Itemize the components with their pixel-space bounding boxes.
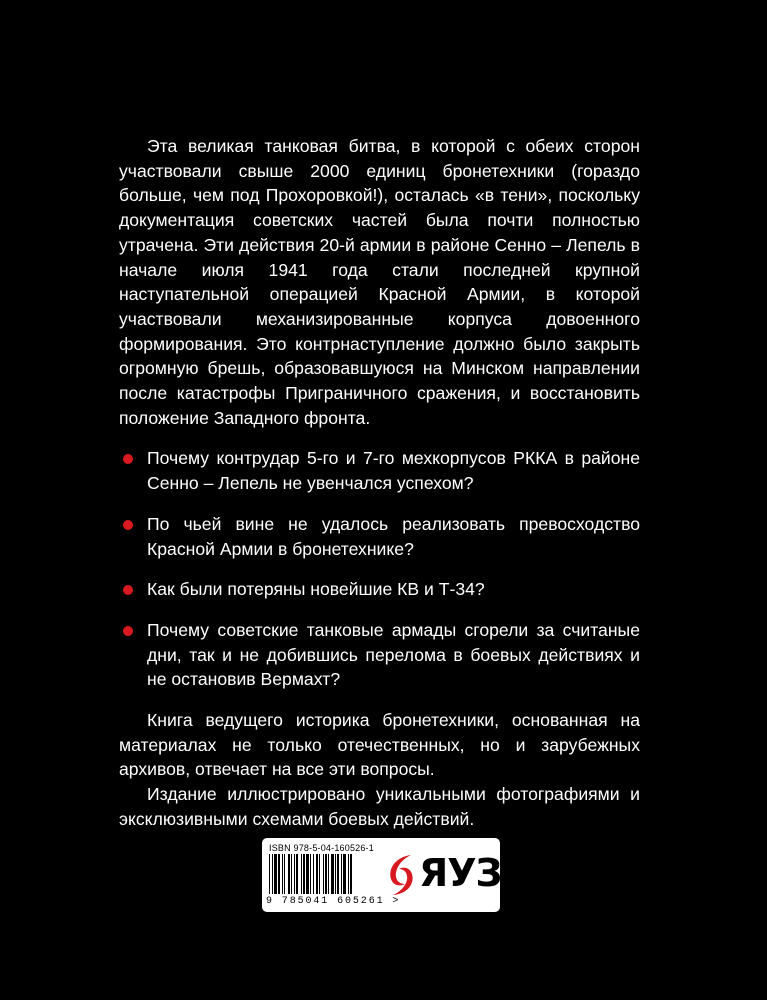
closing-paragraph-1: Книга ведущего историка бронетехники, основанная на материалах не только отечественных, но и зарубежных архивов, отвечает на все эти вопросы. [119,710,640,780]
question-item [119,618,640,692]
barcode-bar [301,854,302,894]
barcode-bar [341,854,342,894]
barcode-digits: 9 785041 605261 > [266,896,401,907]
bullet-dot-icon [123,454,133,464]
question-text: Почему советские танковые армады сгорели за считаные дни, так и не добившись перелома в боевых действиях и не остановив Вермахт? [147,619,640,690]
publisher-logo-mark-icon [385,851,417,899]
barcode-bar [323,854,324,894]
barcode-bar [335,854,336,894]
question-text: По чьей вине не удалось реализовать превосходство Красной Армии в бронетехнике? [147,513,640,559]
back-cover-text [119,134,640,832]
barcode-bar [303,854,305,894]
barcode-bar [310,854,311,894]
barcode-bar [282,854,283,894]
closing-paragraph-2: Издание иллюстрировано уникальными фотографиями и эксклюзивными схемами боевых действий. [119,784,640,829]
barcode-panel [262,838,530,912]
barcode-bar [291,854,292,894]
barcode-bar [269,854,270,894]
bullet-dot-icon [123,585,133,595]
barcode-bar [294,854,295,894]
question-text: Почему контрудар 5-го и 7-го мехкорпусов РККА в районе Сенно – Лепель не увенчался успехом? [147,448,640,494]
barcode-bar [313,854,314,894]
question-list [119,446,640,692]
barcode-bar [337,854,339,894]
barcode-bar [288,854,290,894]
question-item [119,512,640,561]
bullet-dot-icon [123,626,133,636]
barcode-bar [306,854,309,894]
publisher-logo: ЯУЗА [419,851,530,895]
question-item [119,577,640,602]
barcode-bar [331,854,334,894]
barcode-bar [348,854,349,894]
question-text: Как были потеряны новейшие КВ и Т-34? [147,579,485,600]
barcode-bar [319,854,320,894]
barcode-icon [269,854,379,898]
barcode-bar [284,854,285,894]
barcode-bar [350,854,352,894]
barcode-bar [274,854,277,894]
barcode-bar [328,854,329,894]
bullet-dot-icon [123,520,133,530]
barcode-bar [278,854,280,894]
barcode-bar [272,854,273,894]
barcode-bar [343,854,346,894]
intro-paragraph: Эта великая танковая битва, в которой с обеих сторон участвовали свыше 2000 единиц бронетехники (гораздо больше, чем под Прохоровкой!), осталась «в тени», поскольку документация советских частей была почти полностью утрачена. Эти действия 20-й армии в районе Сенно – Лепель в начале июля 1941 года стали последней крупной наступательной операцией Красной Армии, в которой участвовали механизированные корпуса довоенного формирования. Это контрнаступление должно было закрыть огромную брешь, образовавшуюся на Минском направлении после катастрофы Приграничного сражения, и восстановить положение Западного фронта. [119,136,640,428]
barcode-bar [325,854,327,894]
barcode-bar [316,854,318,894]
question-item [119,446,640,495]
isbn-label: ISBN 978-5-04-160526-1 [269,843,374,853]
barcode-bar [296,854,298,894]
